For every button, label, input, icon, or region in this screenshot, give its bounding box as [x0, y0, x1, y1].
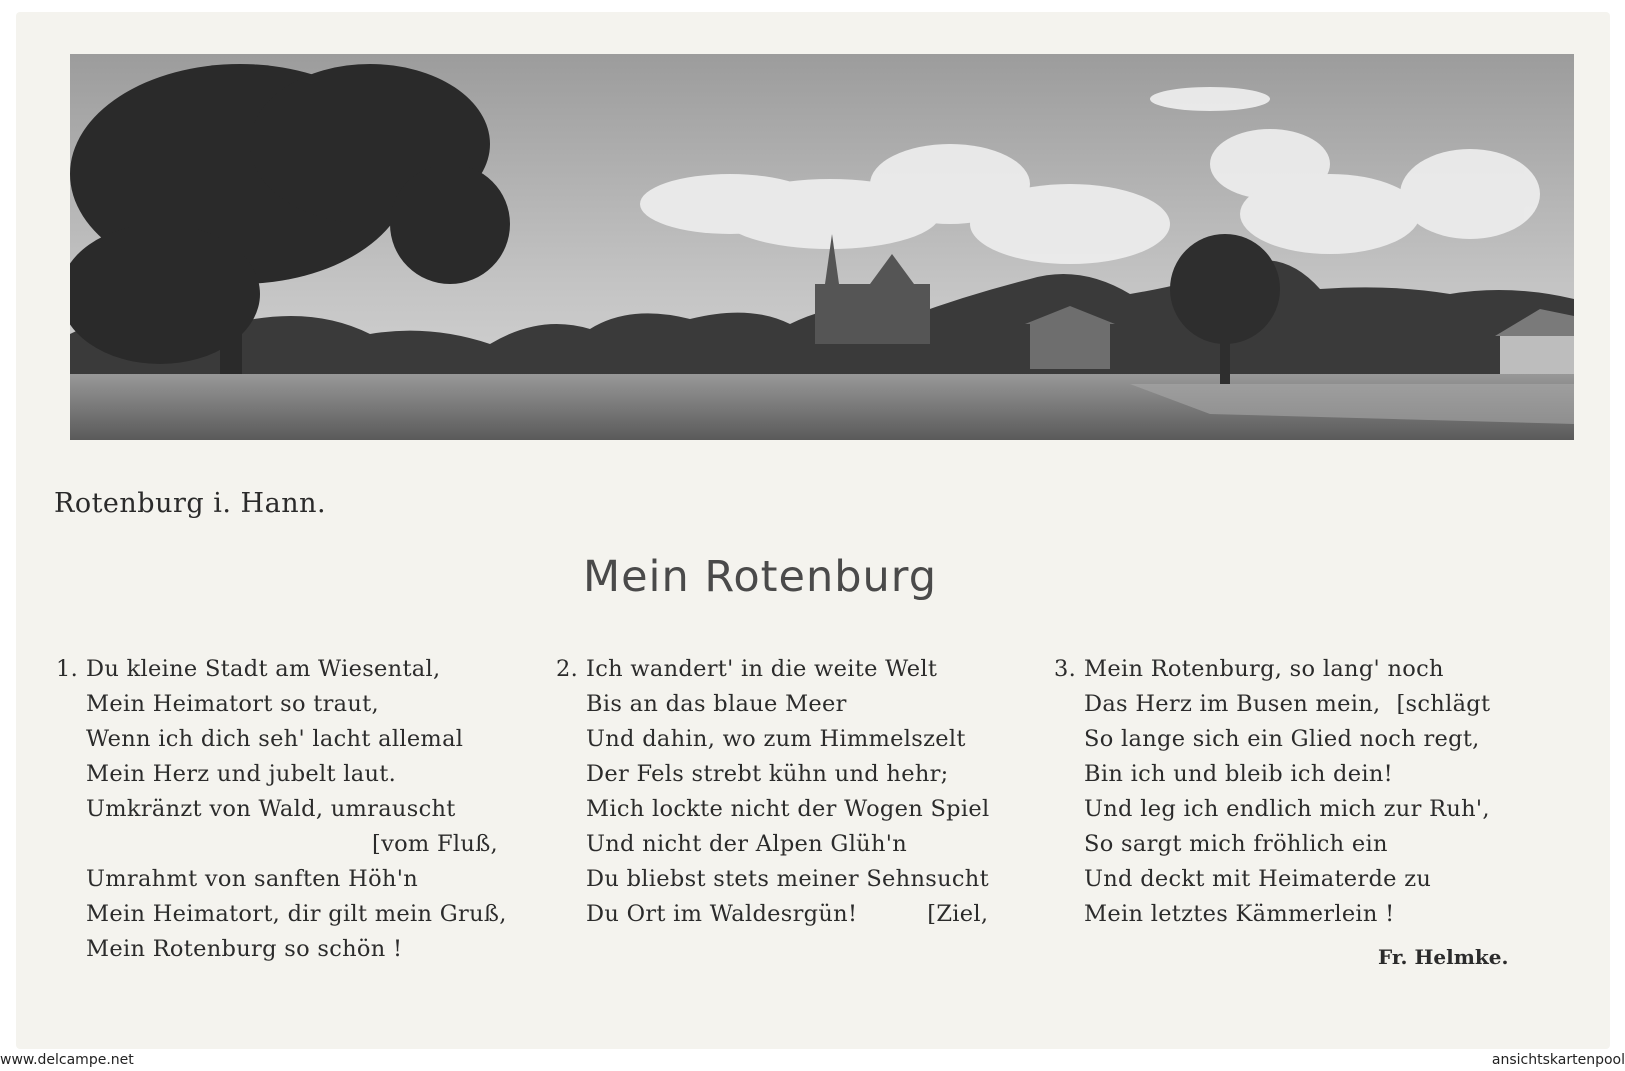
verse-line: Mein Herz und jubelt laut. — [86, 761, 397, 787]
verse-1 — [56, 652, 507, 967]
verse-line: Du kleine Stadt am Wiesental, — [86, 656, 441, 682]
verse-2 — [556, 652, 990, 932]
footer-right-text: ansichtskartenpool — [1491, 1052, 1625, 1068]
verse-line: Mein Heimatort, dir gilt mein Gruß, — [86, 901, 507, 927]
verse-line: Bin ich und bleib ich dein! — [1084, 761, 1394, 787]
author-signature: Fr. Helmke. — [1378, 945, 1509, 969]
verse-number: 2. — [556, 656, 579, 682]
verse-line: Mich lockte nicht der Wogen Spiel — [586, 796, 990, 822]
verse-line-wrap: [vom Fluß, — [372, 831, 499, 857]
verse-line: So lange sich ein Glied noch regt, — [1084, 726, 1480, 752]
verse-line: Das Herz im Busen mein, — [1084, 691, 1381, 717]
verse-line: Und nicht der Alpen Glüh'n — [586, 831, 908, 857]
verse-number: 1. — [56, 656, 79, 682]
place-caption: Rotenburg i. Hann. — [54, 488, 327, 519]
verse-line: Der Fels strebt kühn und hehr; — [586, 761, 949, 787]
verse-line: Mein Rotenburg, so lang' noch — [1084, 656, 1444, 682]
verse-line: Und deckt mit Heimaterde zu — [1084, 866, 1432, 892]
verse-3 — [1054, 652, 1490, 932]
verse-line: Mein Rotenburg so schön ! — [86, 936, 403, 962]
verse-line: So sargt mich fröhlich ein — [1084, 831, 1388, 857]
verse-line: Mein letztes Kämmerlein ! — [1084, 901, 1395, 927]
verse-line: Mein Heimatort so traut, — [86, 691, 379, 717]
verse-line-wrap: [schlägt — [1396, 691, 1491, 717]
verse-line: Bis an das blaue Meer — [586, 691, 847, 717]
verse-line: Und dahin, wo zum Himmelszelt — [586, 726, 966, 752]
footer-bar — [0, 1049, 1625, 1071]
verse-line: Du bliebst stets meiner Sehnsucht — [586, 866, 989, 892]
panorama-illustration — [70, 54, 1574, 440]
verse-line: Du Ort im Waldesrgün! — [586, 901, 858, 927]
song-title: Mein Rotenburg — [582, 552, 937, 602]
verse-line: Wenn ich dich seh' lacht allemal — [86, 726, 464, 752]
verse-number: 3. — [1054, 656, 1077, 682]
verse-line: Und leg ich endlich mich zur Ruh', — [1084, 796, 1490, 822]
verse-line: Umrahmt von sanften Höh'n — [86, 866, 419, 892]
verse-line: Umkränzt von Wald, umrauscht — [86, 796, 456, 822]
verse-line: Ich wandert' in die weite Welt — [586, 656, 938, 682]
town-panorama-photo — [70, 54, 1574, 440]
footer-left-text: www.delcampe.net — [0, 1052, 134, 1068]
verse-line-wrap: [Ziel, — [927, 901, 989, 927]
